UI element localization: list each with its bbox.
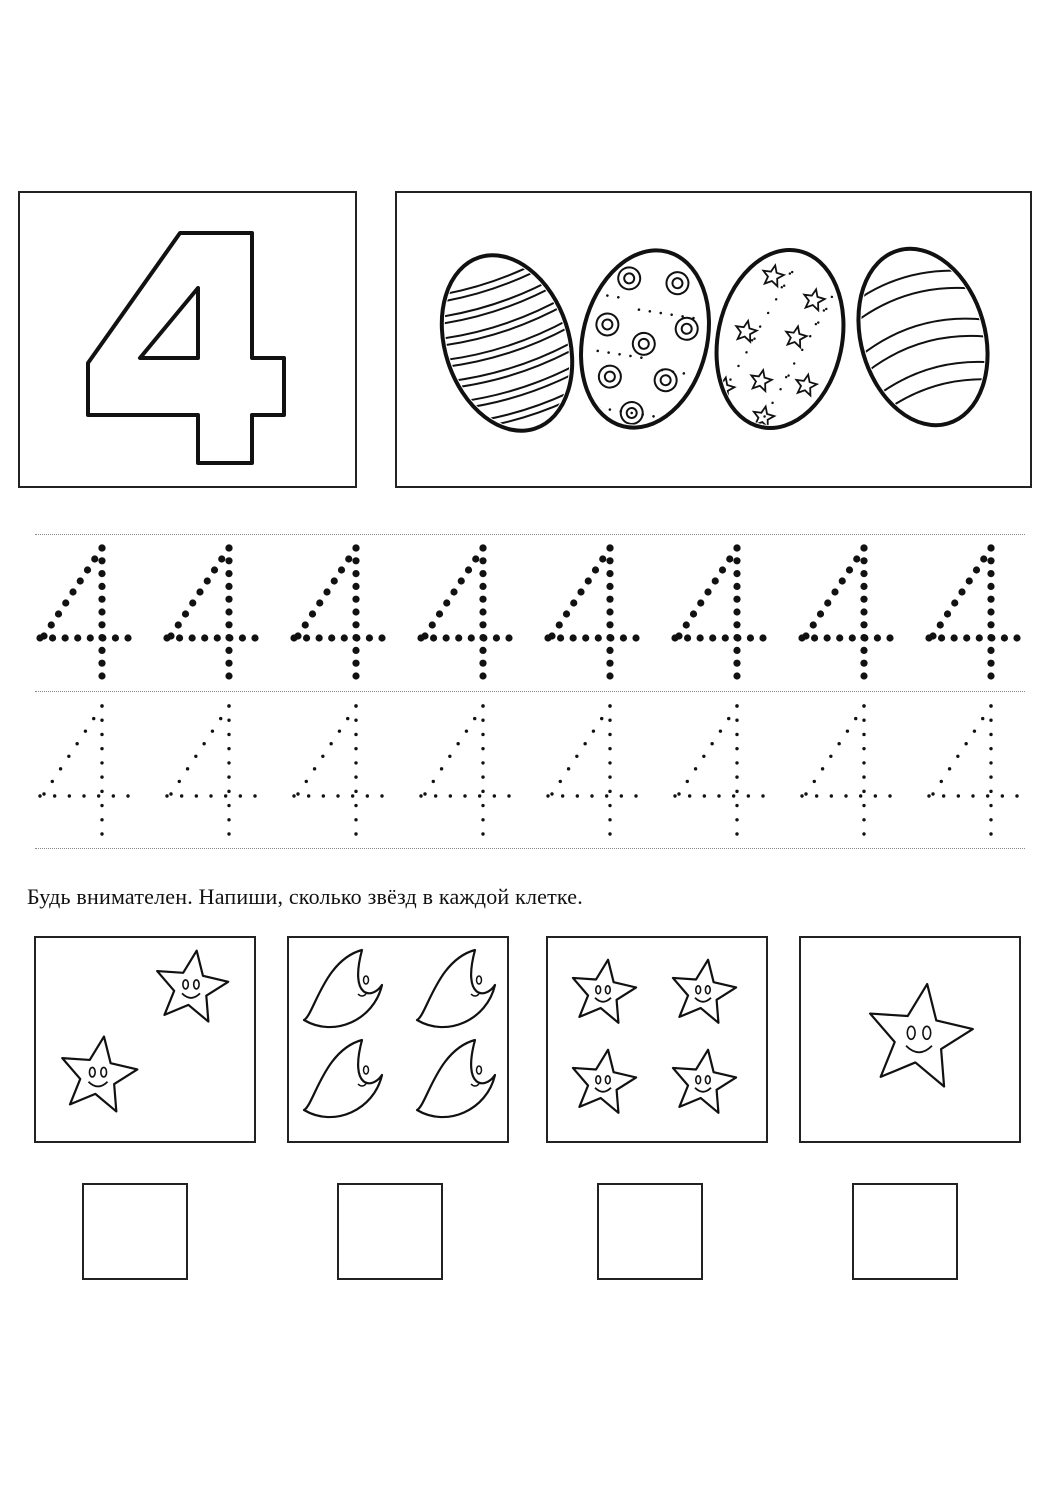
traceable-digit-4[interactable] (36, 544, 131, 679)
moon-icon (417, 1040, 495, 1117)
traceable-digit-4[interactable] (673, 704, 764, 835)
traceable-digit-4[interactable] (798, 544, 893, 679)
star-icon (573, 960, 636, 1023)
task-instruction: Будь внимателен. Напиши, сколько звёзд в каждой клетке. (27, 884, 583, 909)
picture-cell-2 (287, 936, 509, 1143)
star-icon (673, 1050, 736, 1113)
answer-box-4[interactable] (852, 1183, 958, 1280)
star-icon (870, 984, 973, 1086)
star-icon (62, 1037, 137, 1112)
traceable-digit-4[interactable] (292, 704, 383, 835)
star-icon (573, 1050, 636, 1113)
traceable-digit-4[interactable] (925, 544, 1020, 679)
traceable-digit-4[interactable] (165, 704, 256, 835)
moon-icon (304, 1040, 382, 1117)
answer-box-1[interactable] (82, 1183, 188, 1280)
picture-cell-3 (546, 936, 768, 1143)
moon-icon (417, 950, 495, 1027)
traceable-digit-4[interactable] (546, 704, 637, 835)
moon-icon (304, 950, 382, 1027)
traceable-digit-4[interactable] (163, 544, 258, 679)
answer-box-2[interactable] (337, 1183, 443, 1280)
picture-cell-1 (34, 936, 256, 1143)
traceable-digit-4[interactable] (38, 704, 129, 835)
traceable-digit-4[interactable] (290, 544, 385, 679)
star-icon (673, 960, 736, 1023)
answer-box-3[interactable] (597, 1183, 703, 1280)
picture-cell-4 (799, 936, 1021, 1143)
star-icon (157, 951, 228, 1022)
traceable-digit-4[interactable] (417, 544, 512, 679)
traceable-digit-4[interactable] (927, 704, 1018, 835)
traceable-digit-4[interactable] (419, 704, 510, 835)
traceable-digit-4[interactable] (800, 704, 891, 835)
traceable-digit-4[interactable] (671, 544, 766, 679)
traceable-digit-4[interactable] (544, 544, 639, 679)
